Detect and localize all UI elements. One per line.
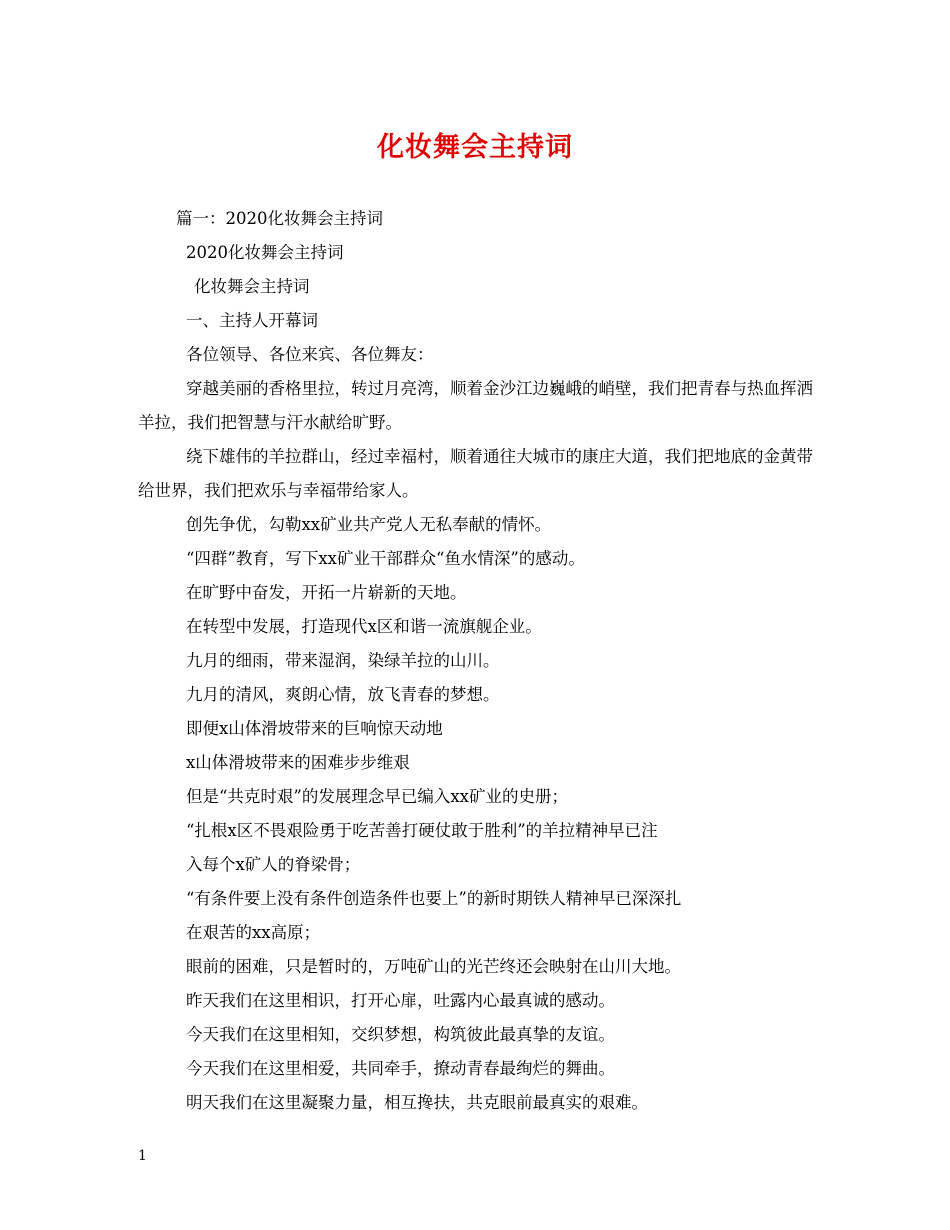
paragraph: 绕下雄伟的羊拉群山，经过幸福村，顺着通往大城市的康庄大道，我们把地底的金黄带给世界，我们把欢乐与幸福带给家人。	[138, 447, 813, 500]
document-body	[138, 202, 818, 1120]
paragraph: 在艰苦的xx高原；	[186, 923, 321, 942]
paragraph: 化妆舞会主持词	[194, 277, 310, 296]
paragraph: 入每个x矿人的脊梁骨；	[186, 855, 361, 874]
paragraph: “有条件要上没有条件创造条件也要上”的新时期铁人精神早已深深扎	[186, 889, 682, 908]
paragraph: 即便x山体滑坡带来的巨响惊天动地	[186, 719, 443, 738]
paragraph: 篇一：2020化妆舞会主持词	[176, 209, 383, 228]
paragraph: 创先争优，勾勒xx矿业共产党人无私奉献的情怀。	[186, 515, 552, 534]
paragraph: 今天我们在这里相爱，共同牵手，撩动青春最绚烂的舞曲。	[186, 1059, 615, 1078]
paragraph: 在转型中发展，打造现代x区和谐一流旗舰企业。	[186, 617, 542, 636]
paragraph: 穿越美丽的香格里拉，转过月亮湾，顺着金沙江边巍峨的峭壁，我们把青春与热血挥洒羊拉，我们把智慧与汗水献给旷野。	[138, 379, 813, 432]
paragraph: 今天我们在这里相知，交织梦想，构筑彼此最真挚的友谊。	[186, 1025, 615, 1044]
paragraph: 明天我们在这里凝聚力量，相互搀扶，共克眼前最真实的艰难。	[186, 1093, 648, 1112]
paragraph: “四群”教育，写下xx矿业干部群众“鱼水情深”的感动。	[186, 549, 585, 568]
paragraph: 眼前的困难，只是暂时的，万吨矿山的光芒终还会映射在山川大地。	[186, 957, 681, 976]
page-number: 1	[138, 1148, 147, 1164]
paragraph: 九月的清风，爽朗心情，放飞青春的梦想。	[186, 685, 500, 704]
paragraph: 2020化妆舞会主持词	[186, 243, 344, 262]
paragraph: 但是“共克时艰”的发展理念早已编入xx矿业的史册；	[186, 787, 568, 806]
document-title: 化妆舞会主持词	[377, 132, 573, 163]
paragraph: 昨天我们在这里相识，打开心扉，吐露内心最真诚的感动。	[186, 991, 615, 1010]
paragraph: 各位领导、各位来宾、各位舞友：	[186, 345, 434, 364]
paragraph: 在旷野中奋发，开拓一片崭新的天地。	[186, 583, 467, 602]
paragraph: 九月的细雨，带来湿润，染绿羊拉的山川。	[186, 651, 500, 670]
paragraph: “扎根x区不畏艰险勇于吃苦善打硬仗敢于胜利”的羊拉精神早已注	[186, 821, 658, 840]
paragraph: x山体滑坡带来的困难步步维艰	[186, 753, 410, 772]
paragraph: 一、主持人开幕词	[186, 311, 318, 330]
